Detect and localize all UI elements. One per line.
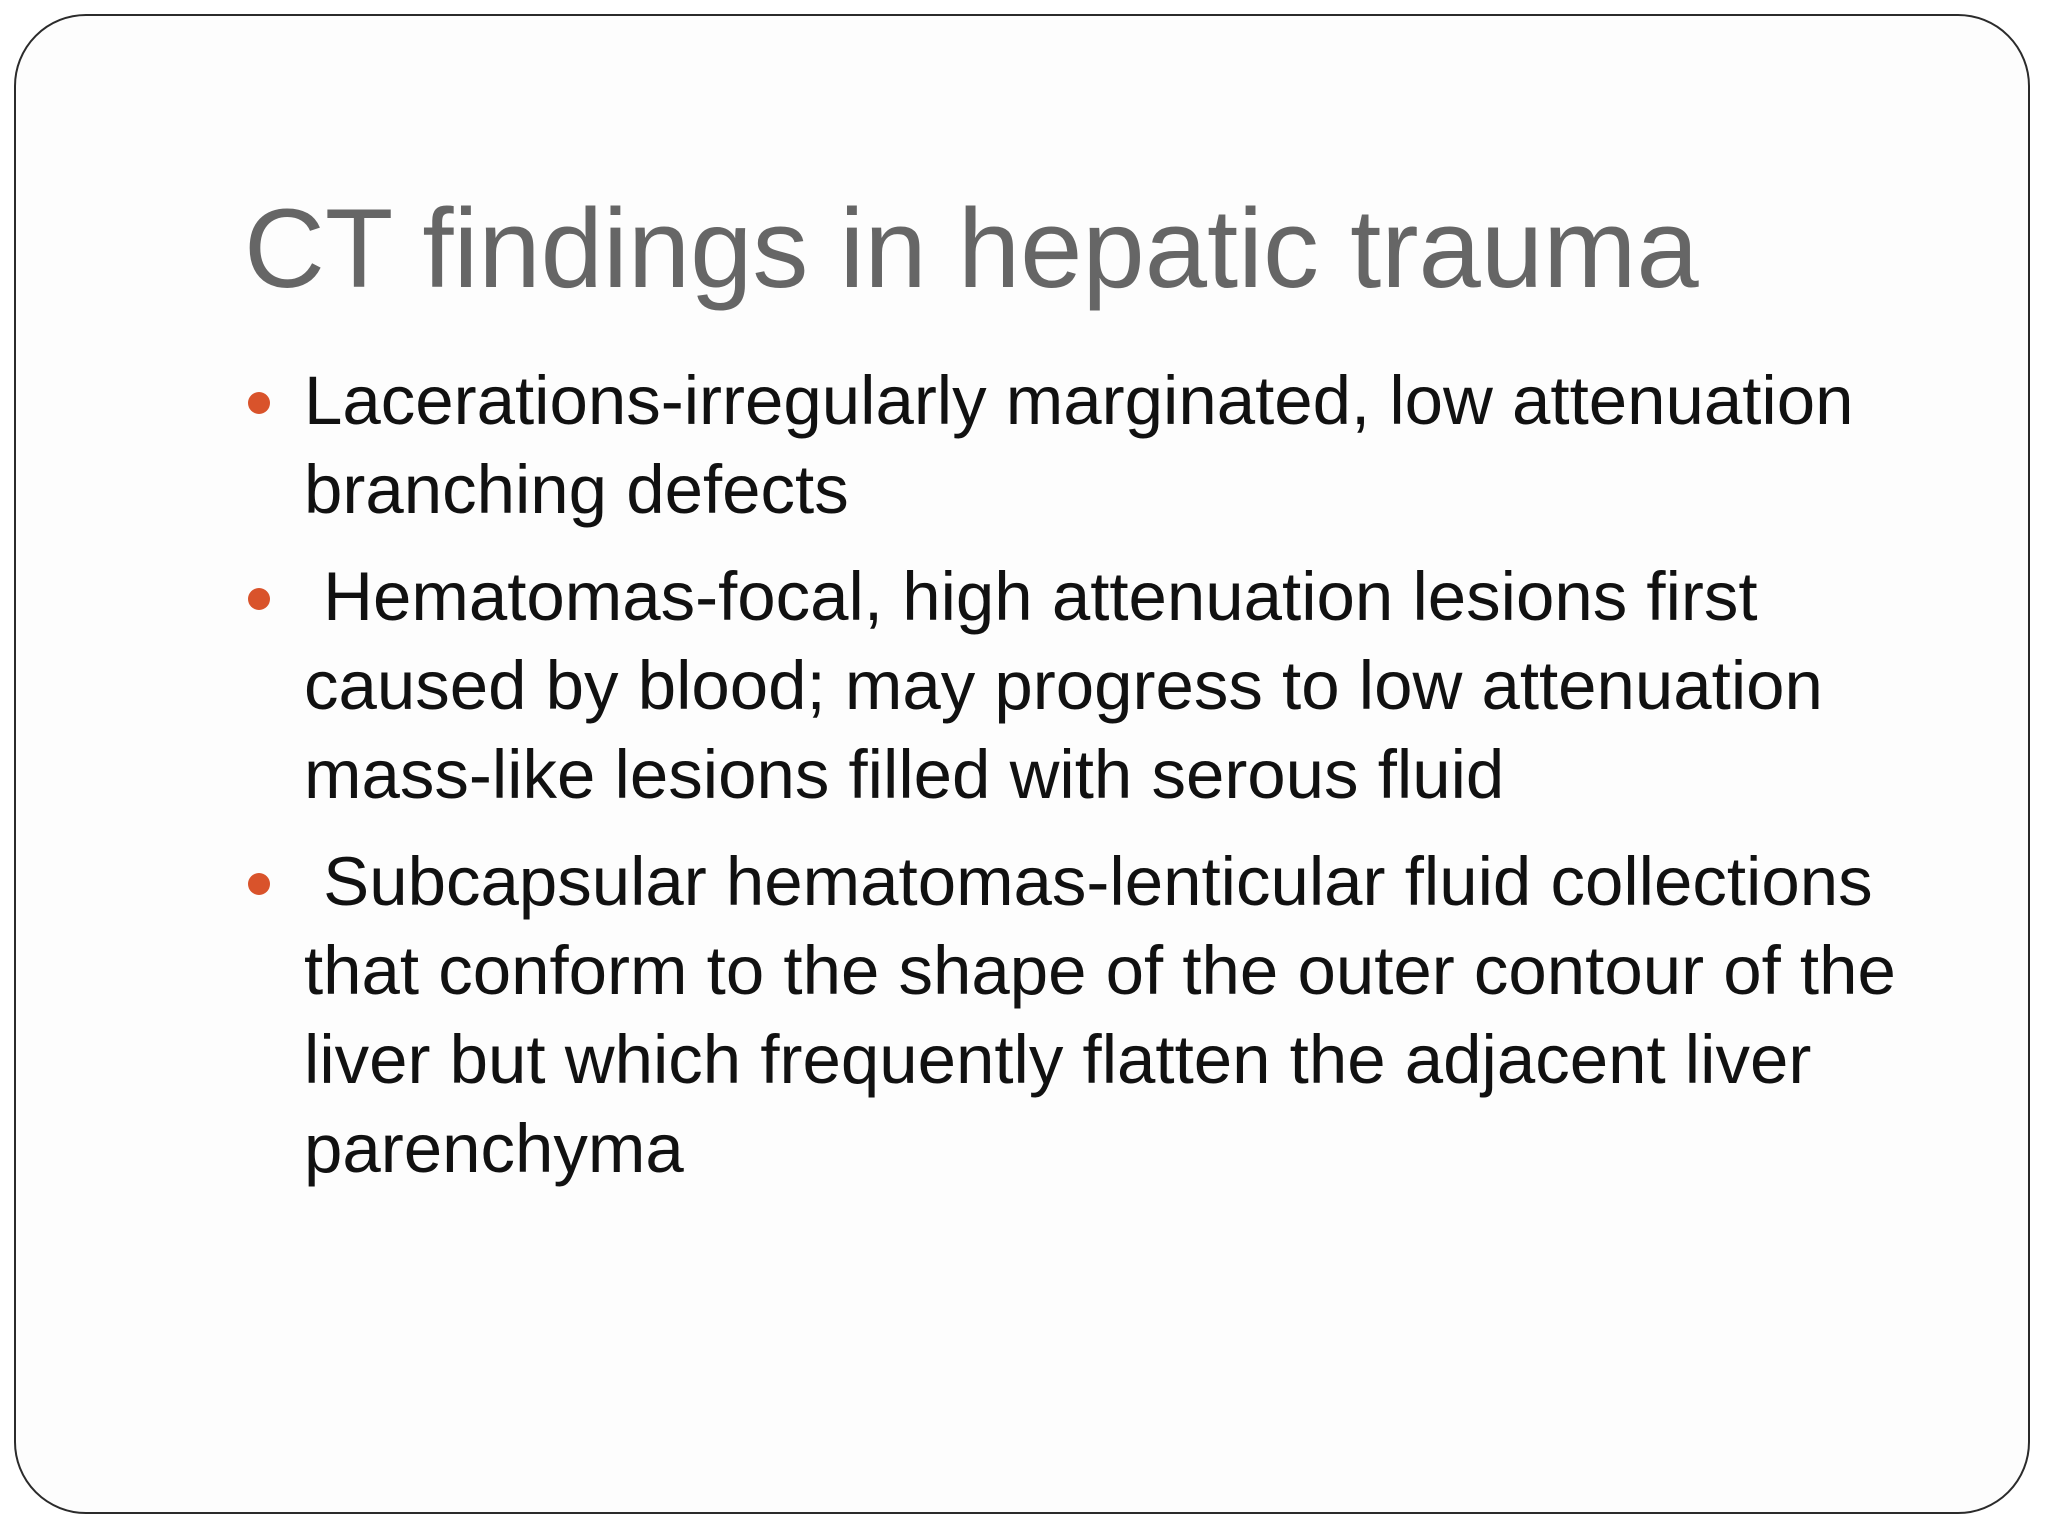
bullet-dot-icon <box>248 588 270 610</box>
bullet-item <box>244 837 1964 1193</box>
bullet-text: Subcapsular hematomas-lenticular fluid collections that conform to the shape of the outer contour of the liver but which frequently flatten the adjacent liver parenchyma <box>304 843 1916 1187</box>
bullet-item <box>244 356 1964 534</box>
bullet-dot-icon <box>248 392 270 414</box>
bullet-item <box>244 552 1964 819</box>
bullet-text: Lacerations-irregularly marginated, low attenuation branching defects <box>304 362 1873 528</box>
slide-title: CT findings in hepatic trauma <box>244 186 1699 311</box>
bullet-list <box>244 356 1964 1211</box>
bullet-text: Hematomas-focal, high attenuation lesions first caused by blood; may progress to low attenuation mass-like lesions filled with serous fluid <box>304 558 1843 813</box>
slide <box>14 14 2030 1514</box>
bullet-dot-icon <box>248 873 270 895</box>
